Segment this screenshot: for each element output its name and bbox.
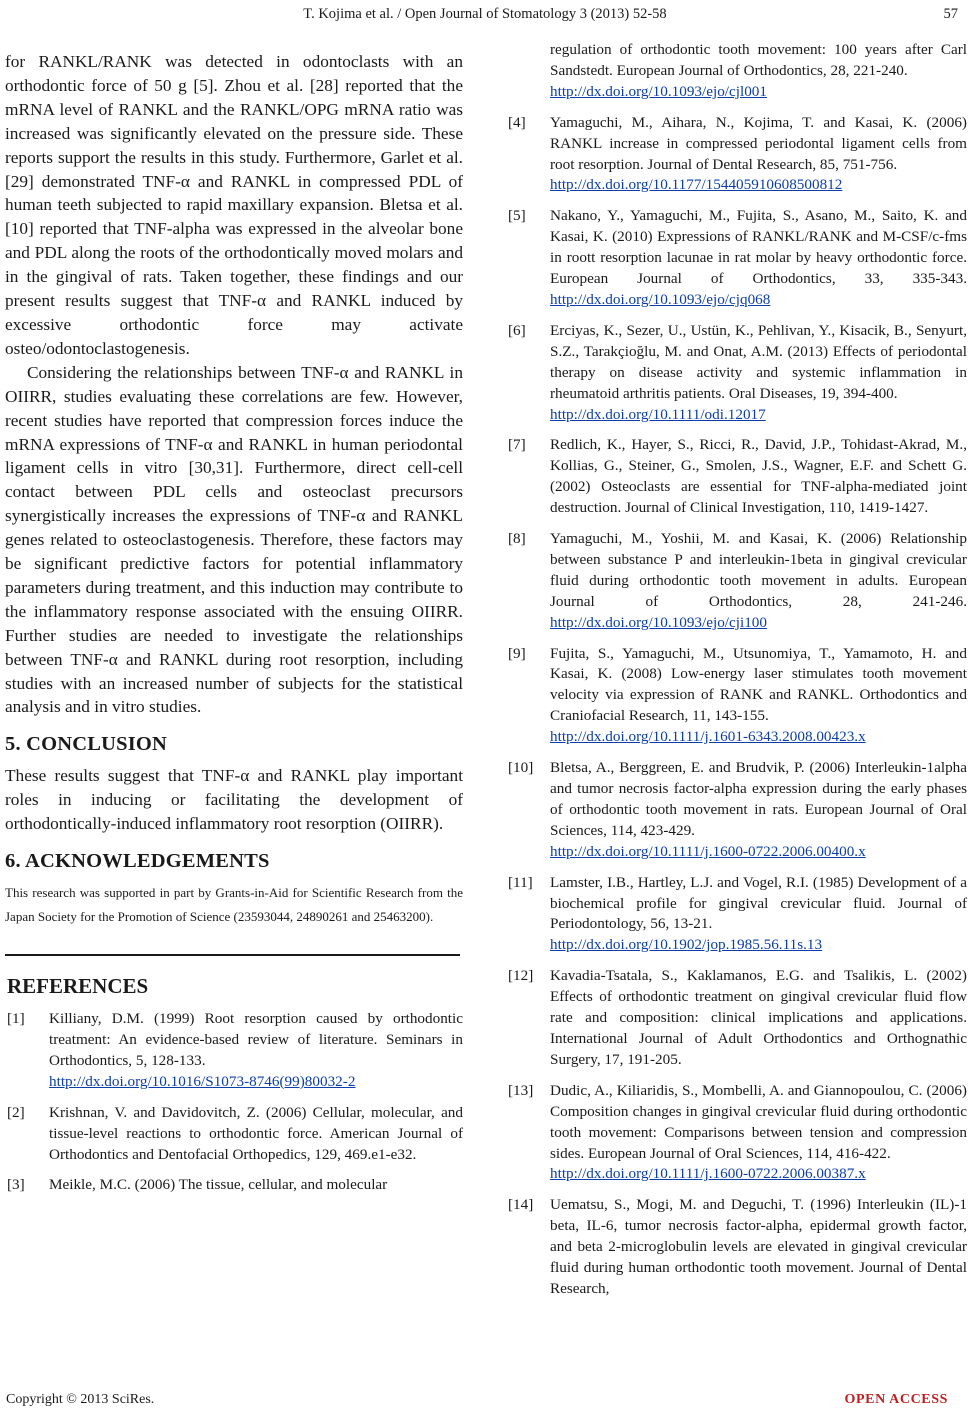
reference-item (5, 1009, 463, 1093)
conclusion-text: These results suggest that TNF-α and RANKL play important roles in inducing or facilitating the development of orthodontically-induced inflammatory root resorption (OIIRR). (5, 766, 463, 834)
reference-text: Nakano, Y., Yamaguchi, M., Fujita, S., Asano, M., Saito, K. and Kasai, K. (2010) Expressions of RANKL/RANK and M-CSF/c-fms in roott resorption lacunae in rat molar by heavy orthodontic force. European Journal of Orthodontics, 33, 335-343. (550, 207, 967, 288)
reference-doi-link[interactable]: http://dx.doi.org/10.1902/jop.1985.56.11s.13 (550, 936, 823, 954)
discussion-paragraph-2: Considering the relationships between TNF-α and RANKL in OIIRR, studies evaluating these correlations are few. However, recent studies have reported that compression forces induce the mRNA expressions of TNF-α and RANKL in human periodontal ligament cells in vitro [30,31]. Furthermore, direct cell-cell contact between PDL cells and osteoclast precursors synergistically increases the expressions of TNF-α and RANKL genes related to osteoclastogenesis. Therefore, these factors may be significant predictive factors for potential inflammatory parameters during treatment, and this induction may contribute to the inflammatory response associated with the ensuing OIIRR. Further studies are needed to investigate the relationships between TNF-α and RANKL during root resorption, including studies with an increased number of subjects for the statistical analysis and in vitro studies. (5, 362, 463, 717)
reference-item (506, 1195, 967, 1300)
reference-doi-link[interactable]: http://dx.doi.org/10.1093/ejo/cjl001 (550, 82, 767, 100)
reference-item (506, 758, 967, 863)
reference-doi-link[interactable]: http://dx.doi.org/10.1093/ejo/cjq068 (550, 290, 771, 308)
reference-text: regulation of orthodontic tooth movement: 100 years after Carl Sandstedt. European Journal of Orthodontics, 28, 221-240. (550, 41, 967, 79)
section-divider (5, 954, 460, 956)
reference-doi-link[interactable]: http://dx.doi.org/10.1016/S1073-8746(99)80032-2 (49, 1072, 356, 1090)
reference-list-left (5, 1009, 463, 1196)
reference-number: [3] (7, 1176, 25, 1194)
reference-number: [5] (508, 207, 526, 225)
acknowledgements-text: This research was supported in part by Grants-in-Aid for Scientific Research from the Japan Society for the Promotion of Science (23593044, 24890261 and 25463200). (5, 885, 463, 924)
reference-number: [1] (7, 1010, 25, 1028)
reference-number: [13] (508, 1081, 534, 1099)
reference-item (506, 644, 967, 749)
reference-text: Yamaguchi, M., Yoshii, M. and Kasai, K. (2006) Relationship between substance P and interleukin-1beta in gingival crevicular fluid during orthodontic tooth movement in adults. European Journal of Orthodontics, 28, 241-246. (550, 530, 967, 610)
reference-item (506, 40, 967, 103)
reference-item (5, 1103, 463, 1166)
reference-doi-link[interactable]: http://dx.doi.org/10.1111/j.1600-0722.2006.00400.x (550, 842, 866, 860)
reference-text: Yamaguchi, M., Aihara, N., Kojima, T. and Kasai, K. (2006) RANKL increase in compressed periodontal ligament cells from root resorption. Journal of Dental Research, 85, 751-756. (550, 113, 967, 173)
reference-item (5, 1175, 463, 1196)
reference-item (506, 321, 967, 426)
reference-number: [14] (508, 1196, 534, 1214)
reference-number: [8] (508, 530, 526, 548)
left-column (5, 50, 463, 1206)
reference-doi-link[interactable]: http://dx.doi.org/10.1093/ejo/cji100 (550, 613, 767, 631)
reference-item (506, 1081, 967, 1186)
reference-item (506, 966, 967, 1071)
reference-text: Erciyas, K., Sezer, U., Ustün, K., Pehlivan, Y., Kisacik, B., Senyurt, S.Z., Tarakçioğlu, M. and Onat, A.M. (2013) Effects of periodontal therapy on disease activity and systemic inflammation in rheumatoid arthritis patients. Oral Diseases, 19, 394-400. (550, 321, 967, 402)
references-heading: REFERENCES (7, 974, 149, 999)
reference-number: [2] (7, 1103, 25, 1121)
reference-text: Killiany, D.M. (1999) Root resorption caused by orthodontic treatment: An evidence-based review of literature. Seminars in Orthodontics, 5, 128-133. (49, 1010, 463, 1069)
reference-doi-link[interactable]: http://dx.doi.org/10.1111/odi.12017 (550, 405, 766, 423)
reference-number: [10] (508, 759, 534, 777)
reference-text: Kavadia-Tsatala, S., Kaklamanos, E.G. and Tsalikis, L. (2002) Effects of orthodontic treatment on gingival crevicular fluid flow rate and composition: clinical implications and applications. International Journal of Adult Orthodontics and Orthognathic Surgery, 17, 191-205. (550, 967, 967, 1068)
reference-text: Fujita, S., Yamaguchi, M., Utsunomiya, T., Yamamoto, H. and Kasai, K. (2008) Low-energy laser stimulates tooth movement velocity via expression of RANK and RANKL. Orthodontics and Craniofacial Research, 11, 143-155. (550, 644, 967, 725)
running-header (0, 0, 970, 24)
reference-number (506, 40, 550, 103)
reference-text: Meikle, M.C. (2006) The tissue, cellular, and molecular (49, 1176, 388, 1194)
reference-number: [9] (508, 644, 526, 662)
reference-item (506, 206, 967, 311)
reference-number: [7] (508, 436, 526, 454)
copyright-notice: Copyright © 2013 SciRes. (6, 1392, 155, 1407)
reference-text: Uematsu, S., Mogi, M. and Deguchi, T. (1996) Interleukin (IL)-1 beta, IL-6, tumor necrosis factor-alpha, epidermal growth factor, and beta 2-microglobulin levels are elevated in gingival crevicular fluid during human orthodontic tooth movement. Journal of Dental Research, (550, 1196, 967, 1297)
discussion-paragraph-1: for RANKL/RANK was detected in odontoclasts with an orthodontic force of 50 g [5]. Zhou et al. [28] reported that the mRNA level of RANKL and the RANKL/OPG mRNA ratio was increased was significantly elevated on the pressure side. These reports support the results in this study. Furthermore, Garlet et al. [29] demonstrated TNF-α and RANKL in compressed PDL of human teeth subjected to rapid maxillary expansion. Bletsa et al. [10] reported that TNF-alpha was expressed in the alveolar bone and PDL along the roots of the orthodontically moved molars and in the gingival of rats. Taken together, these findings and our present results suggest that TNF-α and RANKL induced by excessive orthodontic force may activate osteo/odontoclastogenesis. (5, 52, 463, 358)
reference-doi-link[interactable]: http://dx.doi.org/10.1111/j.1600-0722.2006.00387.x (550, 1165, 866, 1183)
conclusion-heading: 5. CONCLUSION (5, 733, 168, 756)
reference-doi-link[interactable]: http://dx.doi.org/10.1111/j.1601-6343.2008.00423.x (550, 728, 866, 746)
reference-text: Krishnan, V. and Davidovitch, Z. (2006) Cellular, molecular, and tissue-level reactions to orthodontic force. American Journal of Orthodontics and Dentofacial Orthopedics, 129, 469.e1-e32. (49, 1103, 463, 1163)
reference-number: [6] (508, 321, 526, 339)
reference-text: Redlich, K., Hayer, S., Ricci, R., David, J.P., Tohidast-Akrad, M., Kollias, G., Steiner, G., Smolen, J.S., Wagner, E.F. and Schett G. (2002) Osteoclasts are essential for TNF-alpha-mediated joint destruction. Journal of Clinical Investigation, 110, 1419-1427. (550, 436, 967, 517)
reference-number: [12] (508, 967, 534, 985)
reference-item (506, 113, 967, 197)
reference-number: [4] (508, 113, 526, 131)
page-number: 57 (943, 6, 958, 22)
running-title: T. Kojima et al. / Open Journal of Stomatology 3 (2013) 52-58 (303, 6, 667, 22)
reference-text: Lamster, I.B., Hartley, L.J. and Vogel, R.I. (1985) Development of a biochemical profile for gingival crevicular fluid. Journal of Periodontology, 56, 13-21. (550, 873, 967, 933)
reference-item (506, 529, 967, 634)
reference-text: Bletsa, A., Berggreen, E. and Brudvik, P. (2006) Interleukin-1alpha and tumor necrosis factor-alpha expression during the early phases of orthodontic tooth movement in rats. European Journal of Oral Sciences, 114, 423-429. (550, 759, 967, 839)
acknowledgements-heading: 6. ACKNOWLEDGEMENTS (5, 850, 270, 873)
reference-item (506, 873, 967, 957)
open-access-label: OPEN ACCESS (844, 1392, 948, 1407)
reference-doi-link[interactable]: http://dx.doi.org/10.1177/154405910608500812 (550, 176, 843, 194)
reference-text: Dudic, A., Kiliaridis, S., Mombelli, A. and Giannopoulou, C. (2006) Composition changes in gingival crevicular fluid during orthodontic tooth movement: Comparisons between tension and compression sides. European Journal of Oral Sciences, 114, 416-422. (550, 1081, 967, 1162)
reference-item (506, 435, 967, 519)
reference-number: [11] (508, 873, 533, 891)
right-column (506, 40, 967, 1310)
